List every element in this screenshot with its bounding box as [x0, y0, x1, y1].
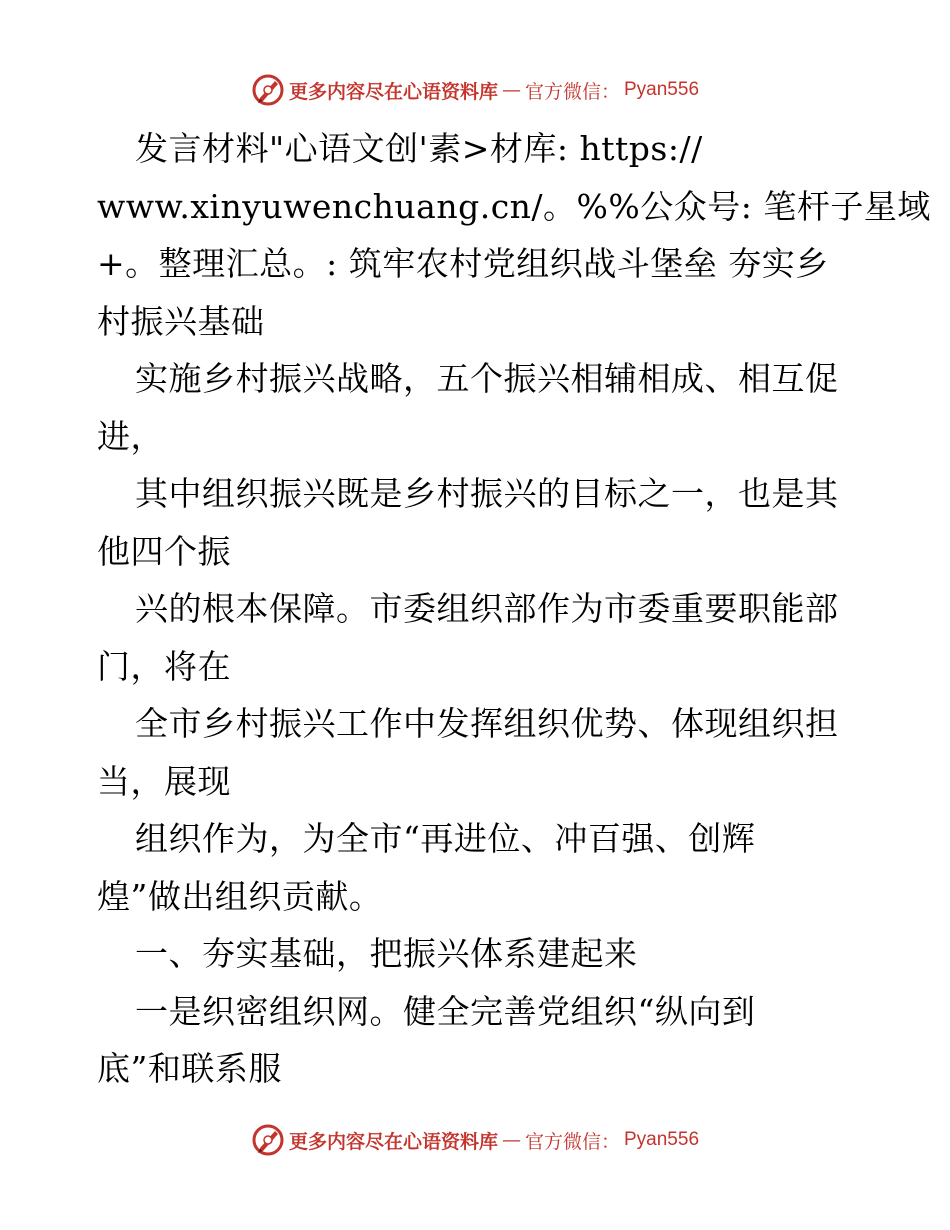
body-line: 其中组织振兴既是乡村振兴的目标之一，也是其 — [135, 474, 839, 513]
body-line: 底”和联系服 — [97, 1049, 282, 1088]
document-body — [97, 120, 931, 1098]
banner-wechat-label: 官方微信： — [524, 1130, 620, 1153]
body-line: 村振兴基础 — [97, 301, 265, 341]
body-line: 煌”做出组织贡献。 — [97, 876, 383, 916]
header-banner — [0, 70, 950, 110]
body-line: 当，展现 — [97, 761, 231, 801]
banner-content — [251, 73, 699, 107]
body-line: 进， — [97, 416, 164, 456]
banner-separator: — — [501, 79, 521, 101]
banner-wechat-id: Pyan556 — [624, 79, 700, 100]
body-line: 一、夯实基础，把振兴体系建起来 — [135, 934, 638, 973]
banner-main-text: 更多内容尽在心语资料库 — [288, 80, 498, 103]
body-line: 实施乡村振兴战略，五个振兴相辅相成、相互促 — [135, 359, 839, 398]
pen-logo-icon — [251, 73, 285, 107]
footer-banner — [0, 1120, 950, 1160]
banner-separator: — — [501, 1129, 521, 1151]
body-line: 发言材料"心语文创'素>材库: https:// — [135, 129, 703, 168]
pen-logo-icon — [251, 1123, 285, 1157]
banner-wechat-id: Pyan556 — [624, 1129, 700, 1150]
body-line: 组织作为，为全市“再进位、冲百强、创辉 — [135, 819, 756, 858]
body-line: 一是织密组织网。健全完善党组织“纵向到 — [135, 991, 756, 1031]
body-line: +。整理汇总。: 筑牢农村党组织战斗堡垒 夯实乡 — [97, 244, 829, 283]
banner-content — [251, 1123, 699, 1157]
body-line: www.xinyuwenchuang.cn/。%%公众号: 笔杆子星域 — [97, 186, 931, 226]
body-line: 门，将在 — [97, 646, 231, 686]
banner-main-text: 更多内容尽在心语资料库 — [288, 1130, 498, 1153]
body-line: 全市乡村振兴工作中发挥组织优势、体现组织担 — [135, 704, 839, 743]
body-line: 他四个振 — [97, 531, 231, 571]
banner-wechat-label: 官方微信： — [524, 80, 620, 103]
body-line: 兴的根本保障。市委组织部作为市委重要职能部 — [135, 589, 839, 628]
